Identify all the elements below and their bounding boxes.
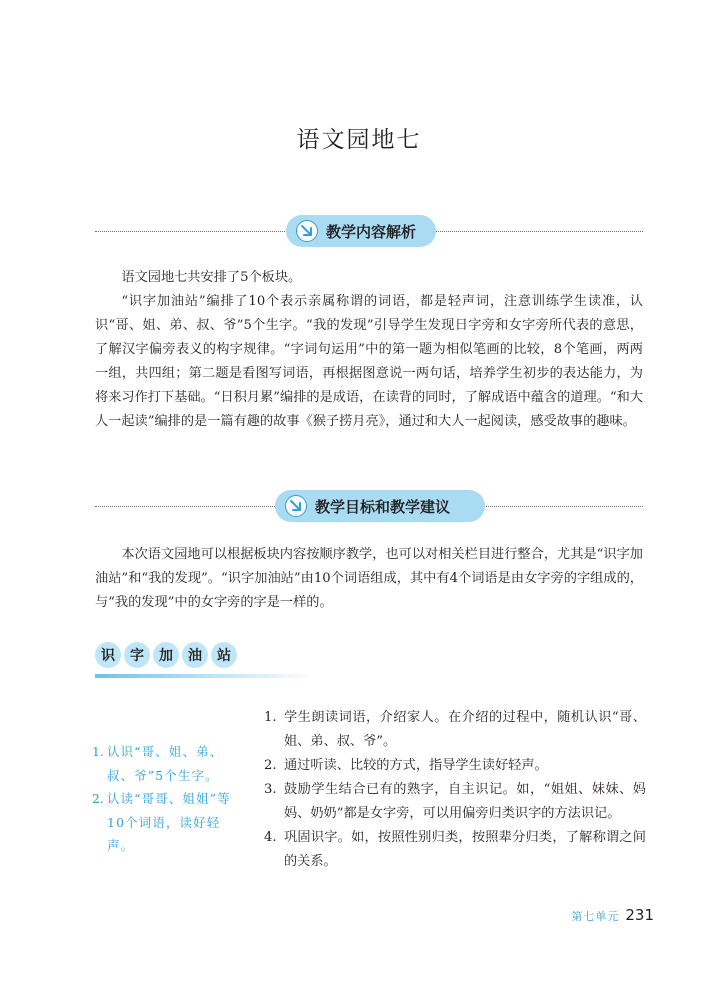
goal-item xyxy=(92,740,242,787)
goal-text: 认读“哥哥、姐姐”等10个词语，读好轻声。 xyxy=(107,791,231,853)
goal-number: 1. xyxy=(92,744,104,759)
step-number: 2. xyxy=(264,758,277,773)
page-number: 231 xyxy=(625,906,654,924)
step-number: 1. xyxy=(264,710,277,725)
unit-label: 第七单元 xyxy=(571,910,620,923)
step-item xyxy=(264,778,646,826)
learning-goals xyxy=(92,740,242,858)
step-item xyxy=(264,754,646,778)
heading-char-chip: 字 xyxy=(124,642,150,668)
goal-number: 2. xyxy=(92,791,104,806)
paragraph: 本次语文园地可以根据板块内容按顺序教学，也可以对相关栏目进行整合，尤其是“识字加油站”和“我的发现”。“识字加油站”由10个词语组成，其中有4个词语是由女字旁的字组成的，与“我的发现”中的女字旁的字是一样的。 xyxy=(95,547,643,610)
section-banner-goals-suggestions xyxy=(95,490,643,524)
step-number: 4. xyxy=(264,830,277,845)
step-text: 鼓励学生结合已有的熟字，自主识记。如，“姐姐、妹妹、妈妈、奶奶”都是女字旁，可以用偏旁归类识字的方法识记。 xyxy=(284,782,646,821)
page-footer xyxy=(571,906,654,924)
paragraph: “识字加油站”编排了10个表示亲属称谓的词语，都是轻声词，注意训练学生读准，认识“哥、姐、弟、叔、爷”5个生字。“我的发现”引导学生发现日字旁和女字旁所代表的意思，了解汉字偏旁表义的构字规律。“字词句运用”中的第一题为相似笔画的比较，8个笔画，两两一组，共四组；第二题是看图写词语，再根据图意说一两句话，培养学生初步的表达能力，为将来习作打下基础。“日积月累”编排的是成语，在读背的同时，了解成语中蕴含的道理。“和大人一起读”编排的是一篇有趣的故事《猴子捞月亮》，通过和大人一起阅读，感受故事的趣味。 xyxy=(95,294,643,429)
step-item xyxy=(264,826,646,874)
section-heading-pill xyxy=(286,215,436,247)
page-title: 语文园地七 xyxy=(296,127,422,153)
section-heading-text: 教学目标和教学建议 xyxy=(315,497,451,516)
heading-char-chip: 站 xyxy=(211,642,237,668)
arrow-down-right-icon xyxy=(296,220,318,242)
heading-char-chip: 油 xyxy=(182,642,208,668)
heading-char-chip: 识 xyxy=(95,642,121,668)
goal-item xyxy=(92,787,242,858)
teaching-steps xyxy=(264,706,646,874)
heading-char-chip: 加 xyxy=(153,642,179,668)
step-text: 通过听读、比较的方式，指导学生读好轻声。 xyxy=(284,758,548,773)
step-item xyxy=(264,706,646,754)
paragraph: 语文园地七共安排了5个板块。 xyxy=(121,270,302,285)
step-number: 3. xyxy=(264,782,277,797)
goal-text: 认识“哥、姐、弟、叔、爷”5个生字。 xyxy=(107,744,224,783)
content-analysis-body xyxy=(95,266,643,434)
heading-underline xyxy=(95,674,315,678)
section-banner-content-analysis xyxy=(95,215,643,249)
step-text: 学生朗读词语，介绍家人。在介绍的过程中，随机认识“哥、姐、弟、叔、爷”。 xyxy=(284,710,646,749)
section-heading-pill xyxy=(275,490,485,522)
step-text: 巩固识字。如，按照性别归类，按照辈分归类，了解称谓之间的关系。 xyxy=(284,830,646,869)
arrow-down-right-icon xyxy=(285,495,307,517)
goals-suggestions-body xyxy=(95,543,643,615)
section-heading-text: 教学内容解析 xyxy=(326,222,417,241)
subsection-heading xyxy=(95,642,315,682)
